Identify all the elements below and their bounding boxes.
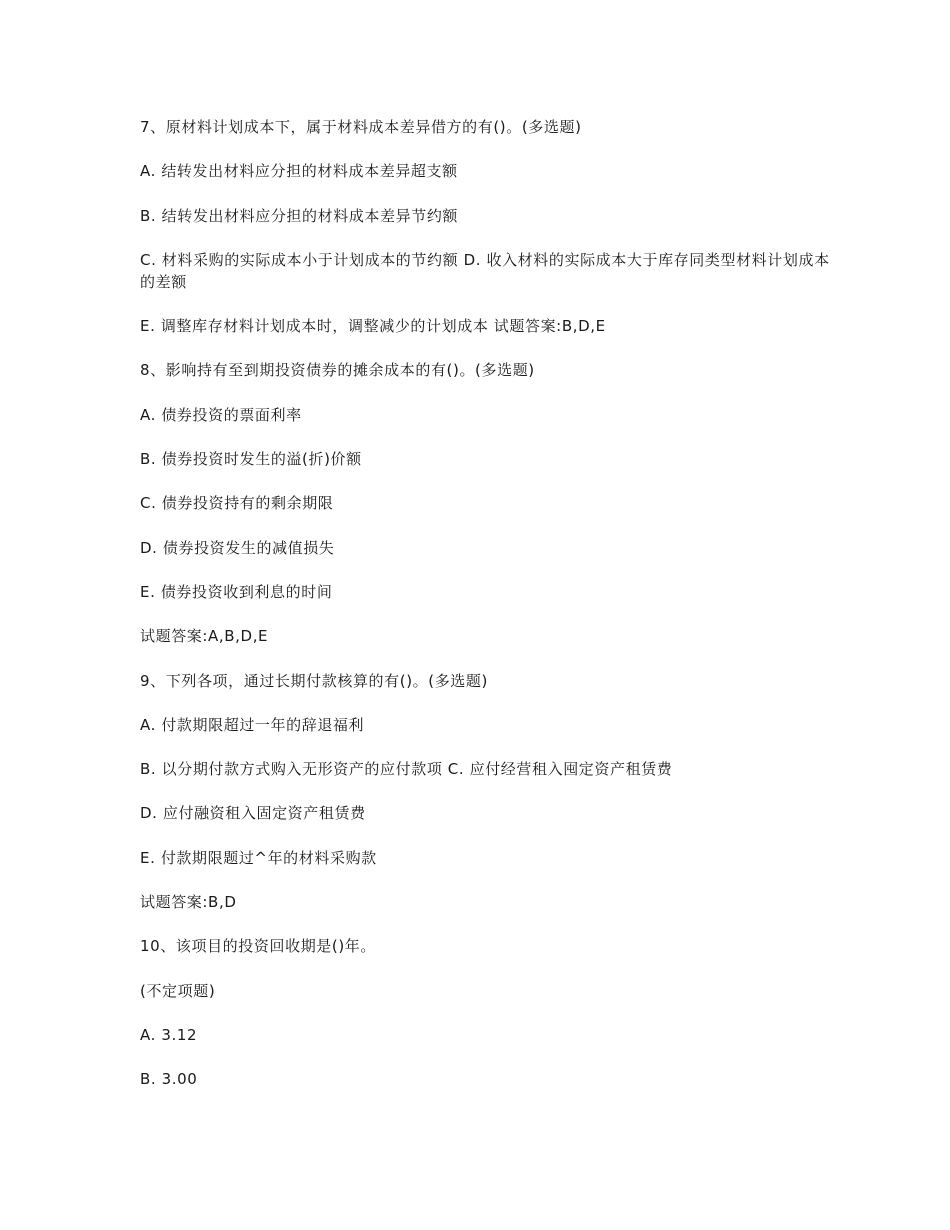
question-9-option-b-c: B. 以分期付款方式购入无形资产的应付款项 C. 应付经营租入囤定资产租赁费: [140, 760, 673, 779]
question-8-option-a: A. 债券投资的票面利率: [140, 405, 302, 424]
question-10-option-a: A. 3.12: [140, 1025, 198, 1044]
question-7-option-a: A. 结转发出材料应分担的材料成本差异超支额: [140, 162, 458, 181]
question-9-stem: 9、下列各项，通过长期付款核算的有()。(多选题): [140, 671, 488, 690]
question-9-option-a: A. 付款期限超过一年的辞退福利: [140, 715, 365, 734]
question-8-option-c: C. 债券投资持有的剩余期限: [140, 494, 334, 513]
question-10-stem: 10、该项目的投资回收期是()年。: [140, 937, 376, 956]
question-8-option-b: B. 债券投资时发生的溢(折)价额: [140, 450, 362, 469]
question-8-option-d: D. 债券投资发生的减值损失: [140, 538, 335, 557]
question-9-option-e: E. 付款期限题过^年的材料采购款: [140, 848, 377, 867]
question-9-answer: 试题答案:B,D: [140, 893, 237, 912]
question-8-option-e: E. 债券投资收到利息的时间: [140, 582, 333, 601]
question-8-stem: 8、影响持有至到期投资债券的摊余成本的有()。(多选题): [140, 361, 535, 380]
question-7-option-c-d: C. 材料采购的实际成本小于计划成本的节约额 D. 收入材料的实际成本大于库存同类型材料计划成本的差额: [140, 250, 830, 291]
question-7-option-e-answer: E. 调整库存材料计划成本时，调整减少的计划成本 试题答案:B,D,E: [140, 317, 606, 336]
question-7-option-b: B. 结转发出材料应分担的材料成本差异节约额: [140, 206, 459, 225]
question-8-answer: 试题答案:A,B,D,E: [140, 627, 269, 646]
question-10-option-b: B. 3.00: [140, 1070, 198, 1089]
question-10-type: (不定项题): [140, 981, 216, 1000]
question-9-option-d: D. 应付融资租入固定资产租赁费: [140, 804, 366, 823]
question-7-stem: 7、原材料计划成本下，属于材料成本差异借方的有()。(多选题): [140, 118, 582, 136]
